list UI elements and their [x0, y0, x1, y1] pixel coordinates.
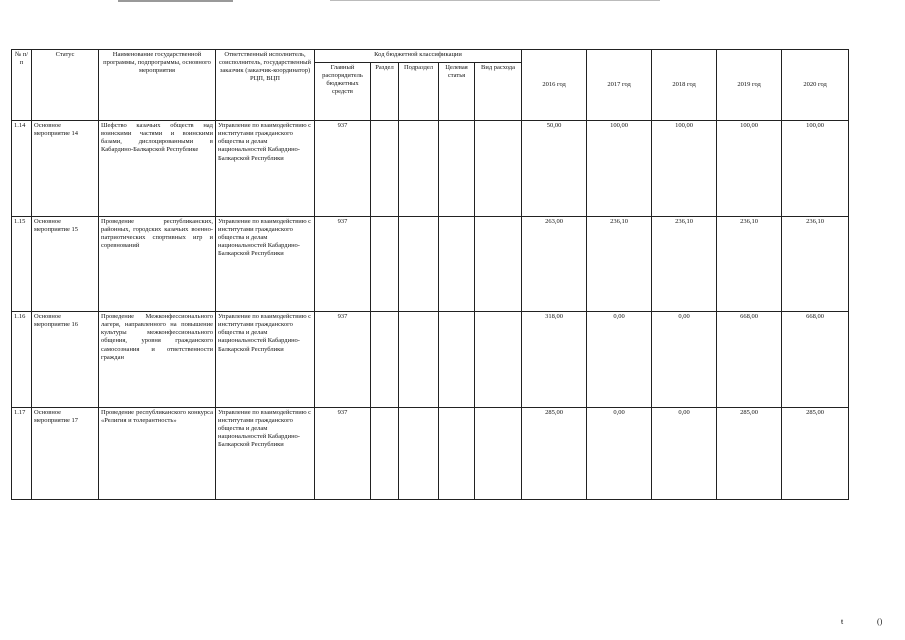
row-value-2017: 0,00	[587, 312, 652, 408]
col-vr-header: Вид расхода	[475, 63, 522, 121]
row-status: Основное мероприятие 14	[32, 121, 99, 217]
row-value-2019: 668,00	[717, 312, 782, 408]
row-num: 1.17	[12, 407, 32, 499]
col-grbs-header: Главный распорядитель бюджетных средств	[315, 63, 371, 121]
col-year-2018-header: 2018 год	[652, 50, 717, 121]
row-executor: Управление по взаимодействию с институтами гражданского общества и делам национальностей Кабардино-Балкарской Республики	[216, 312, 315, 408]
row-value-2019: 100,00	[717, 121, 782, 217]
row-value-2018: 0,00	[652, 407, 717, 499]
row-name: Шефство казачьих обществ над воинскими частями и воинскими базами, дислоцированными в Кабардино-Балкарской Республике	[99, 121, 216, 217]
header-row-top	[12, 50, 849, 63]
row-num: 1.14	[12, 121, 32, 217]
row-status: Основное мероприятие 16	[32, 312, 99, 408]
row-value-2020: 285,00	[782, 407, 849, 499]
row-value-2019: 236,10	[717, 216, 782, 312]
row-grbs: 937	[315, 216, 371, 312]
row-razdel	[371, 121, 399, 217]
row-name: Проведение республиканского конкурса «Религия и толерантность»	[99, 407, 216, 499]
row-value-2017: 100,00	[587, 121, 652, 217]
row-vr	[475, 407, 522, 499]
row-vr	[475, 121, 522, 217]
col-year-2016-header: 2016 год	[522, 50, 587, 121]
row-value-2016: 263,00	[522, 216, 587, 312]
row-value-2016: 50,00	[522, 121, 587, 217]
row-grbs: 937	[315, 121, 371, 217]
col-year-2020-header: 2020 год	[782, 50, 849, 121]
row-vr	[475, 216, 522, 312]
row-grbs: 937	[315, 407, 371, 499]
col-podrazdel-header: Подраздел	[399, 63, 439, 121]
row-value-2016: 285,00	[522, 407, 587, 499]
col-csr-header: Целевая статья	[439, 63, 475, 121]
table-row	[12, 407, 849, 499]
row-podrazdel	[399, 312, 439, 408]
row-csr	[439, 121, 475, 217]
kbk-group-header: Код бюджетной классификации	[315, 50, 522, 63]
budget-table	[11, 49, 849, 500]
col-razdel-header: Раздел	[371, 63, 399, 121]
scan-edge-right	[330, 0, 660, 1]
col-executor-header: Ответственный исполнитель, соисполнитель, государственный заказчик (заказчик-координатор) РЦП, ВЦП	[216, 50, 315, 121]
row-value-2017: 236,10	[587, 216, 652, 312]
row-value-2016: 318,00	[522, 312, 587, 408]
table-row	[12, 121, 849, 217]
table-row	[12, 312, 849, 408]
col-year-2017-header: 2017 год	[587, 50, 652, 121]
row-csr	[439, 312, 475, 408]
row-value-2018: 100,00	[652, 121, 717, 217]
col-num-header: № п/п	[12, 50, 32, 121]
row-value-2019: 285,00	[717, 407, 782, 499]
row-status: Основное мероприятие 15	[32, 216, 99, 312]
row-podrazdel	[399, 121, 439, 217]
row-podrazdel	[399, 407, 439, 499]
row-value-2018: 236,10	[652, 216, 717, 312]
row-razdel	[371, 216, 399, 312]
row-value-2017: 0,00	[587, 407, 652, 499]
row-value-2020: 236,10	[782, 216, 849, 312]
row-grbs: 937	[315, 312, 371, 408]
row-executor: Управление по взаимодействию с институтами гражданского общества и делам национальностей Кабардино-Балкарской Республики	[216, 121, 315, 217]
row-value-2018: 0,00	[652, 312, 717, 408]
row-value-2020: 100,00	[782, 121, 849, 217]
row-name: Проведение Межконфессионального лагеря, направленного на повышение культуры межконфессионального общения, уровня гражданского самосознания и ответственности граждан	[99, 312, 216, 408]
row-executor: Управление по взаимодействию с институтами гражданского общества и делам национальностей Кабардино-Балкарской Республики	[216, 216, 315, 312]
scan-mark: ()	[877, 617, 883, 626]
row-value-2020: 668,00	[782, 312, 849, 408]
col-program-header: Наименование государственной программы, подпрограммы, основного мероприятия	[99, 50, 216, 121]
col-year-2019-header: 2019 год	[717, 50, 782, 121]
row-razdel	[371, 407, 399, 499]
row-status: Основное мероприятие 17	[32, 407, 99, 499]
row-num: 1.16	[12, 312, 32, 408]
row-num: 1.15	[12, 216, 32, 312]
row-podrazdel	[399, 216, 439, 312]
row-executor: Управление по взаимодействию с институтами гражданского общества и делам национальностей Кабардино-Балкарской Республики	[216, 407, 315, 499]
col-status-header: Статус	[32, 50, 99, 121]
table-row	[12, 216, 849, 312]
scan-mark: ŧ	[841, 617, 844, 626]
row-csr	[439, 407, 475, 499]
row-csr	[439, 216, 475, 312]
row-name: Проведение республиканских, районных, городских казачьих военно-патриотических спортивных игр и соревнований	[99, 216, 216, 312]
row-vr	[475, 312, 522, 408]
row-razdel	[371, 312, 399, 408]
scan-edge-left	[118, 0, 233, 2]
